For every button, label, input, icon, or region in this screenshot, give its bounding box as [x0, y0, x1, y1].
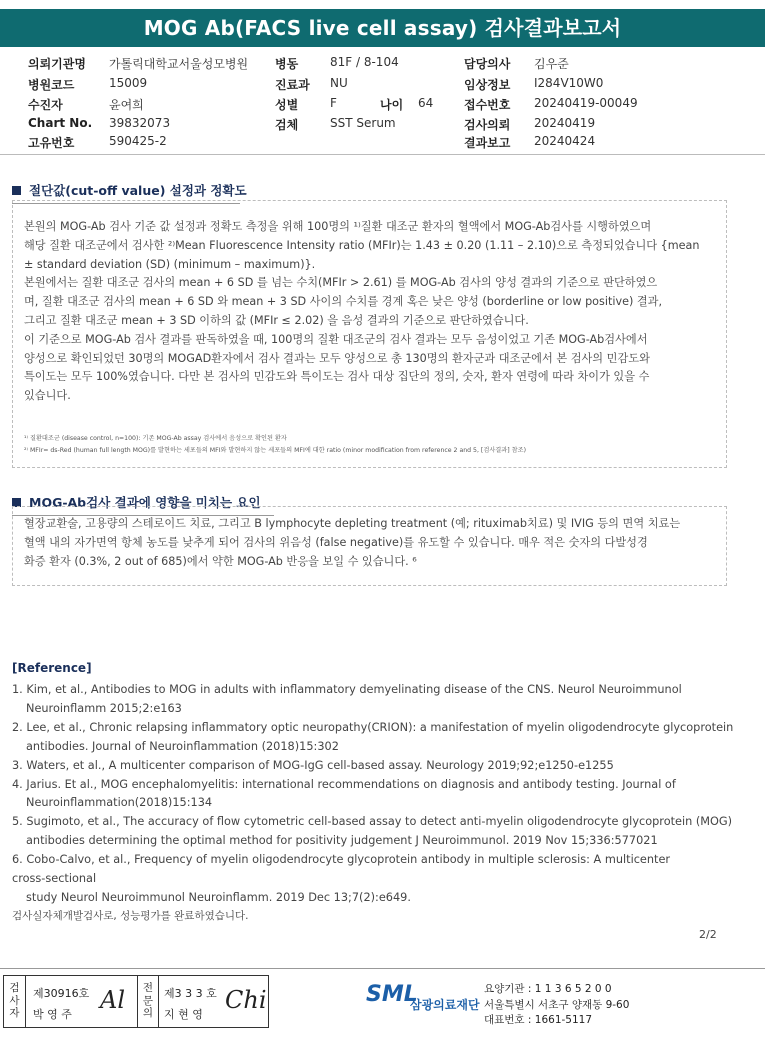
specialist-name: 지 현 영 [164, 1008, 203, 1021]
clinical-info-label: 임상정보 [464, 78, 511, 92]
examiner-signature: Al [100, 986, 126, 1014]
hospital-name-label: 의뢰기관명 [28, 57, 86, 71]
reference-item: Neuroinflamm 2015;2:e163 [26, 701, 182, 715]
sex-value: F [330, 96, 337, 110]
text-line: 화증 환자 (0.3%, 2 out of 685)에서 약한 MOG-Ab 반응을 보일 수 있습니다. ⁶ [24, 554, 417, 568]
section-cutoff-text [24, 218, 699, 406]
reference-item: 4. Jarius. Et al., MOG encephalomyelitis: international recommendations on diagnosis and antibody testing. Journal of [12, 777, 676, 791]
references-heading: [Reference] [12, 661, 92, 675]
organization-info [484, 982, 629, 1029]
specialist-role [137, 976, 159, 1027]
reference-item: 6. Cobo-Calvo, et al., Frequency of myelin oligodendrocyte glycoprotein antibody in multiple sclerosis: A multicenter [12, 853, 671, 867]
department-value: NU [330, 76, 348, 90]
ward-label: 병동 [275, 57, 299, 71]
clinical-info-value: I284V10W0 [534, 76, 604, 90]
org-phone: 대표번호 : 1661-5117 [484, 1014, 593, 1026]
reference-item: antibodies. Journal of Neuroinflammation (2018)15:302 [26, 739, 339, 753]
section-factors-title: MOG-Ab검사 결과에 영향을 미치는 요인 [29, 495, 261, 510]
footnote-2: ²⁾ MFIr= ds-Red (human full length MOG)를 발현하는 세포들의 MFI와 발현하지 않는 세포들의 MFI에 대한 ratio (minor modification from reference 2 and 5, [검사결과] 참조) [24, 447, 526, 454]
reference-item: 2. Lee, et al., Chronic relapsing inflammatory optic neuropathy(CRION): a manifestation of myelin oligodendrocyte glycoprotein [12, 720, 734, 734]
text-line: 본원에서는 질환 대조군 검사의 mean + 6 SD 를 넘는 수치(MFIr > 2.61) 를 MOG-Ab 검사의 양성 결과의 기준으로 판단하였으 [24, 276, 658, 290]
text-line: 혈액 내의 자가면역 항체 농도를 낮추게 되어 검사의 위음성 (false negative)를 유도할 수 있습니다. 매우 적은 숫자의 다발성경 [24, 535, 648, 549]
header-divider [0, 154, 765, 155]
report-date-label: 결과보고 [464, 136, 511, 150]
text-line: 며, 질환 대조군 검사의 mean + 6 SD 와 mean + 3 SD 사이의 수치를 경계 혹은 낮은 양성 (borderline or low positive) 결과, [24, 295, 663, 309]
specialist-role-text: 전문의 [142, 982, 154, 1019]
text-line: 그리고 질환 대조군 mean + 3 SD 이하의 값 (MFIr ≤ 2.02) 을 음성 결과의 기준으로 판단하였습니다. [24, 313, 529, 327]
sex-label: 성별 [275, 98, 299, 112]
section-cutoff-title: 절단값(cut-off value) 설정과 정확도 [29, 183, 247, 198]
section-cutoff-heading [12, 181, 247, 199]
page-number: 2/2 [699, 928, 717, 941]
validation-note: 검사실자체개발검사로, 성능평가를 완료하였습니다. [12, 910, 249, 922]
doctor-label: 담당의사 [464, 57, 511, 71]
text-line: 특이도는 모두 100%였습니다. 다만 본 검사의 민감도와 특이도는 검사 대상 집단의 정의, 숫자, 환자 연령에 따라 차이가 있을 수 [24, 370, 650, 384]
reference-item: cross-sectional [12, 872, 97, 886]
chart-no-value: 39832073 [109, 116, 171, 130]
doctor-value: 김우준 [534, 57, 569, 71]
accession-label: 접수번호 [464, 98, 511, 112]
report-date-value: 20240424 [534, 134, 596, 148]
department-label: 진료과 [275, 78, 310, 92]
reference-item: 3. Waters, et al., A multicenter comparison of MOG-IgG cell-based assay. Neurology 2019;92;e1250-e1255 [12, 758, 614, 772]
square-bullet-icon [12, 186, 21, 195]
footnote-1: ¹⁾ 질환대조군 (disease control, n=100): 기존 MOG-Ab assay 검사에서 음성으로 확인된 환자 [24, 435, 287, 442]
text-line: 해당 질환 대조군에서 검사한 ²⁾Mean Fluorescence Intensity ratio (MFIr)는 1.43 ± 0.20 (1.11 – 2.10)으로 측정되었습니다 {mean [24, 238, 700, 252]
hospital-name-value: 가톨릭대학교서울성모병원 [109, 57, 249, 71]
examiner-name: 박 영 주 [33, 1008, 72, 1021]
section-factors-text [24, 515, 680, 571]
footer-divider [0, 968, 765, 969]
age-label: 나이 [380, 98, 404, 112]
reference-item: antibodies determining the optimal method for positivity judgement J Neuroimmunol. 2019 Nov 15;336:577021 [26, 834, 658, 848]
unique-id-label: 고유번호 [28, 136, 75, 150]
reference-item: 1. Kim, et al., Antibodies to MOG in adults with inflammatory demyelinating disease of the CNS. Neurol Neuroimmunol [12, 683, 682, 696]
text-line: 있습니다. [24, 389, 71, 403]
text-line: 본원의 MOG-Ab 검사 기준 값 설정과 정확도 측정을 위해 100명의 ¹⁾질환 대조군 환자의 혈액에서 MOG-Ab검사를 시행하였으며 [24, 220, 652, 233]
reference-item: Neuroinflammation(2018)15:134 [26, 796, 213, 810]
org-address: 서울특별시 서초구 양재동 9-60 [484, 998, 630, 1011]
specimen-value: SST Serum [330, 116, 396, 130]
request-date-label: 검사의뢰 [464, 118, 511, 132]
patient-name-value: 윤여희 [109, 98, 144, 112]
text-line: 양성으로 확인되었던 30명의 MOGAD환자에서 검사 결과는 모두 양성으로 총 130명의 환자군과 대조군에서 본 검사의 민감도와 [24, 351, 650, 365]
ward-value: 81F / 8-104 [330, 55, 399, 69]
text-line: 이 기준으로 MOG-Ab 검사 결과를 판독하였을 때, 100명의 질환 대조군의 검사 결과는 모두 음성이었고 기존 MOG-Ab검사에서 [24, 332, 648, 346]
reference-item: study Neurol Neuroimmunol Neuroinflamm. 2019 Dec 13;7(2):e649. [26, 890, 411, 904]
unique-id-value: 590425-2 [109, 134, 167, 148]
patient-name-label: 수진자 [28, 98, 63, 112]
request-date-value: 20240419 [534, 116, 596, 130]
examiner-role-text: 검사자 [9, 982, 20, 1019]
specialist-license: 제3 3 3 호 [164, 987, 217, 1000]
specimen-label: 검체 [275, 118, 299, 132]
specialist-signature: Chi [225, 986, 267, 1014]
signature-box [3, 975, 269, 1028]
hospital-code-value: 15009 [109, 76, 148, 90]
references-list [12, 681, 733, 908]
text-line: 혈장교환술, 고용량의 스테로이드 치료, 그리고 B lymphocyte depleting treatment (예; rituximab치료) 및 IVIG 등의 면역 치료는 [24, 517, 681, 530]
reference-item: 5. Sugimoto, et al., The accuracy of flow cytometric cell-based assay to detect anti-myelin oligodendrocyte glycoprotein (MOG) [12, 815, 733, 829]
chart-no-label: Chart No. [28, 116, 93, 130]
examiner-license: 제30916호 [33, 987, 90, 1000]
text-line: ± standard deviation (SD) (minimum – maximum)}. [24, 257, 316, 271]
sml-logo-mark: SML [366, 982, 418, 1007]
sml-logo-name: 삼광의료재단 [410, 998, 480, 1012]
examiner-role [4, 976, 26, 1027]
hospital-code-label: 병원코드 [28, 78, 75, 92]
org-code: 요양기관 : 1 1 3 6 5 2 0 0 [484, 983, 612, 995]
age-value: 64 [418, 96, 434, 110]
accession-value: 20240419-00049 [534, 96, 638, 110]
report-title: MOG Ab(FACS live cell assay) 검사결과보고서 [0, 9, 765, 47]
